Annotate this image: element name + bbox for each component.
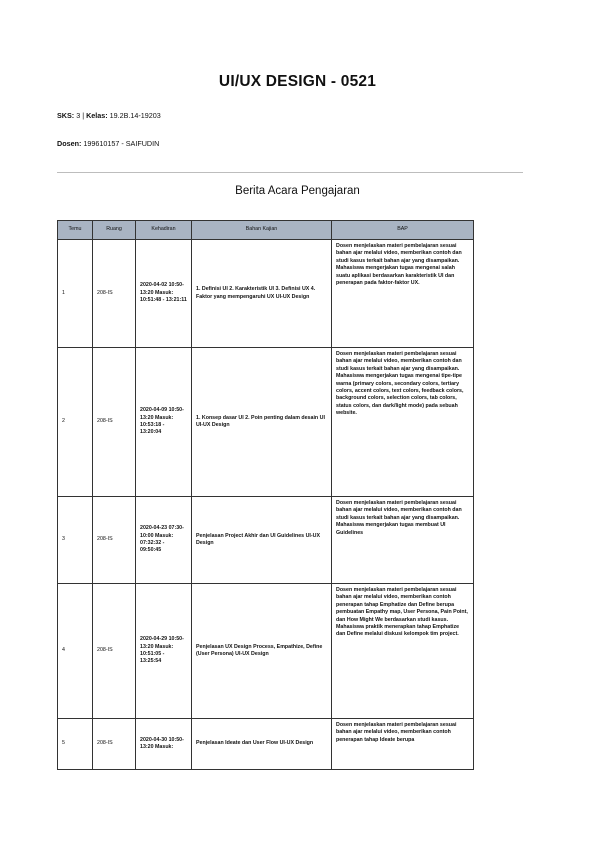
cell-ruang: 208-IS — [93, 584, 136, 719]
section-title: Berita Acara Pengajaran — [235, 185, 360, 197]
header-kehadiran: Kehadiran — [136, 221, 192, 240]
cell-bap: Dosen menjelaskan materi pembelajaran sesuai bahan ajar melalui video, memberikan contoh dan studi kasus terkait bahan ajar yang disampaikan. Mahasiswa mengerjakan tugas mengenai tipe-tipe warna (primary colors, secondary colors, tertiary colors, accent colors, text colors, feedback colors, background colors, selection colors, tab colors, status colors, dan dark/light mode) pada sebuah website. — [332, 348, 474, 497]
course-meta-line — [57, 111, 161, 120]
table-header-row — [58, 221, 474, 240]
cell-bahan-kajian: Penjelasan UX Design Process, Empathize, Define (User Persona) UI-UX Design — [192, 584, 332, 719]
cell-ruang: 208-IS — [93, 348, 136, 497]
cell-bap: Dosen menjelaskan materi pembelajaran sesuai bahan ajar melalui video, memberikan contoh penerapan tahap Ideate berupa — [332, 719, 474, 770]
divider — [57, 172, 523, 173]
cell-ruang: 208-IS — [93, 240, 136, 348]
cell-bap: Dosen menjelaskan materi pembelajaran sesuai bahan ajar melalui video, memberikan contoh dan studi kasus terkait bahan ajar yang disampaikan. Mahasiswa mengerjakan tugas membuat UI Guidelines — [332, 497, 474, 584]
cell-kehadiran: 2020-04-29 10:50-13:20 Masuk: 10:51:05 - 13:25:54 — [136, 584, 192, 719]
table-row — [58, 584, 474, 719]
header-bap: BAP — [332, 221, 474, 240]
kelas-value: 19.2B.14-19203 — [109, 111, 161, 120]
kelas-label: Kelas: — [86, 111, 108, 120]
cell-temu: 3 — [58, 497, 93, 584]
teaching-report-table — [57, 220, 474, 770]
table-row — [58, 348, 474, 497]
cell-bahan-kajian: 1. Konsep dasar UI 2. Poin penting dalam desain UI UI-UX Design — [192, 348, 332, 497]
dosen-value: 199610157 - SAIFUDIN — [83, 139, 160, 148]
cell-bap: Dosen menjelaskan materi pembelajaran sesuai bahan ajar melalui video, memberikan contoh dan studi kasus terkait bahan ajar yang disampaikan. Mahasiswa mengerjakan tugas mengenai salah suatu aplikasi berdasarkan karakteristik UI dan penerapan pada faktor-faktor UX. — [332, 240, 474, 348]
cell-temu: 1 — [58, 240, 93, 348]
cell-bap: Dosen menjelaskan materi pembelajaran sesuai bahan ajar melalui video, memberikan contoh penerapan tahap Emphatize dan Define berupa pembuatan Empathy map, User Persona, Pain Point, dan How Might We berdasarkan studi kasus. Mahasiswa praktik menerapkan tahap Emphatize dan Define melalui diskusi kelompok tim project. — [332, 584, 474, 719]
meta-separator: | — [82, 111, 85, 120]
course-title: UI/UX DESIGN - 0521 — [218, 73, 377, 90]
cell-kehadiran: 2020-04-30 10:50-13:20 Masuk: — [136, 719, 192, 770]
cell-kehadiran: 2020-04-09 10:50-13:20 Masuk: 10:53:18 - 13:20:04 — [136, 348, 192, 497]
table-row — [58, 719, 474, 770]
header-ruang: Ruang — [93, 221, 136, 240]
sks-label: SKS: — [57, 111, 75, 120]
cell-temu: 5 — [58, 719, 93, 770]
table-row — [58, 497, 474, 584]
cell-kehadiran: 2020-04-02 10:50-13:20 Masuk: 10:51:48 - 13:21:11 — [136, 240, 192, 348]
header-temu: Temu — [58, 221, 93, 240]
lecturer-line — [57, 139, 159, 148]
header-bahan-kajian: Bahan Kajian — [192, 221, 332, 240]
cell-temu: 4 — [58, 584, 93, 719]
sks-value: 3 — [76, 111, 81, 120]
dosen-label: Dosen: — [57, 139, 82, 148]
cell-ruang: 208-IS — [93, 719, 136, 770]
cell-temu: 2 — [58, 348, 93, 497]
cell-bahan-kajian: Penjelasan Project Akhir dan UI Guidelines UI-UX Design — [192, 497, 332, 584]
cell-bahan-kajian: Penjelasan Ideate dan User Flow UI-UX Design — [192, 719, 332, 770]
table-row — [58, 240, 474, 348]
cell-kehadiran: 2020-04-23 07:30-10:00 Masuk: 07:32:32 - 09:50:45 — [136, 497, 192, 584]
cell-bahan-kajian: 1. Definisi UI 2. Karakteristik UI 3. Definisi UX 4. Faktor yang mempengaruhi UX UI-UX Design — [192, 240, 332, 348]
cell-ruang: 208-IS — [93, 497, 136, 584]
